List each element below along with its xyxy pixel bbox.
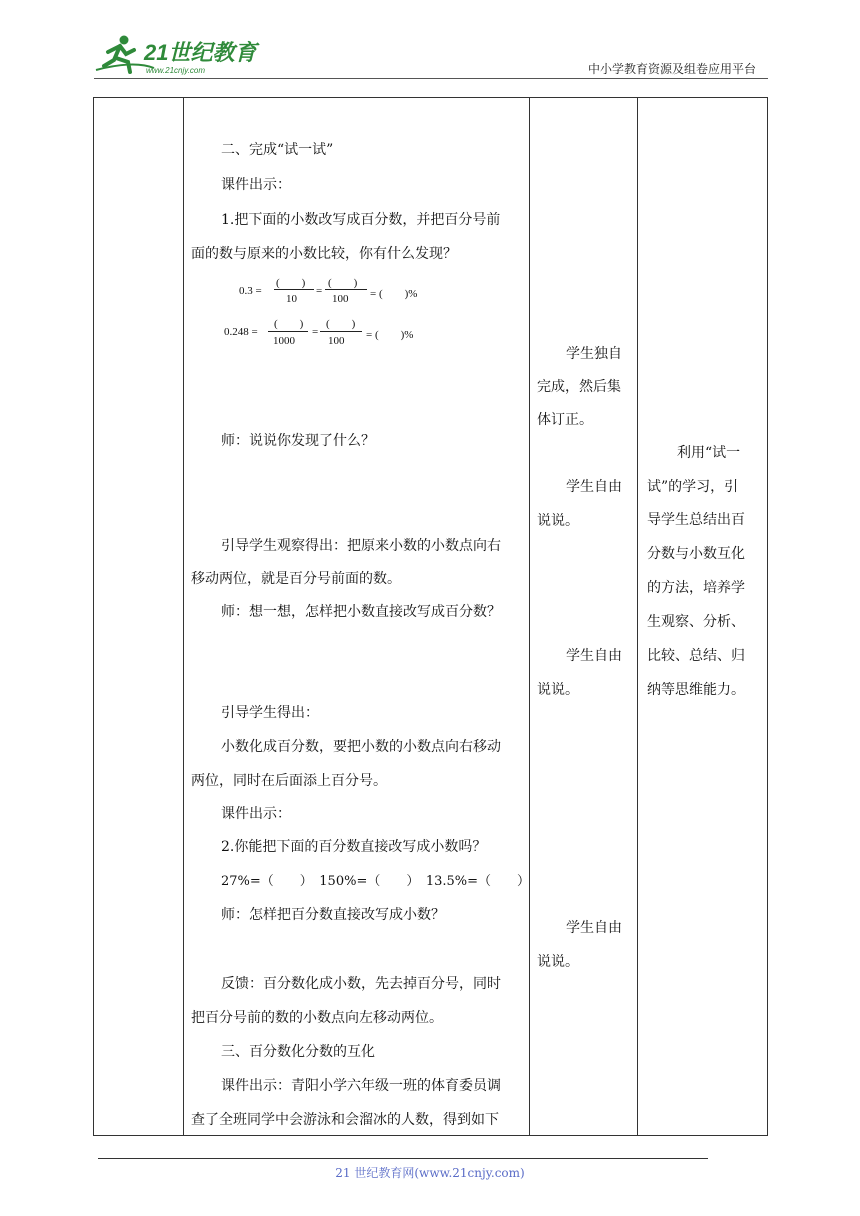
column-2-cell <box>184 98 530 1136</box>
paragraph: 课件出示： <box>221 806 291 822</box>
footer-text: 21 世纪教育网(www.21cnjy.com) <box>335 1166 525 1180</box>
paragraph: 课件出示：青阳小学六年级一班的体育委员调 <box>221 1078 501 1094</box>
logo-text: 21世纪教育 <box>144 40 257 65</box>
paragraph: 把百分号前的数的小数点向左移动两位。 <box>191 1010 443 1026</box>
paragraph: 27%=（ ） 150%=（ ） 13.5%=（ ） <box>221 874 531 889</box>
paragraph: 两位，同时在后面添上百分号。 <box>191 773 387 789</box>
paragraph: 面的数与原来的小数比较，你有什么发现？ <box>191 246 457 262</box>
paragraph: 查了全班同学中会游泳和会溜冰的人数，得到如下 <box>191 1112 499 1128</box>
paragraph: 引导学生得出： <box>221 705 319 721</box>
section-heading: 二、完成“试一试” <box>221 142 334 158</box>
paragraph: 1.把下面的小数改写成百分数，并把百分号前 <box>221 212 501 228</box>
paragraph: 2.你能把下面的百分数直接改写成小数吗？ <box>221 839 487 855</box>
column-3-cell <box>530 98 638 1136</box>
paragraph: 师：说说你发现了什么？ <box>221 433 375 449</box>
column-1-cell <box>94 98 184 1136</box>
header-platform-name: 中小学教育资源及组卷应用平台 <box>587 62 756 76</box>
student-activity: 学生独自 完成，然后集 体订正。 学生自由 说说。 学生自由 说说。 学生自由 说说。 <box>537 346 622 970</box>
paragraph: 课件出示： <box>221 177 291 193</box>
column-4-cell <box>638 98 768 1136</box>
header-divider <box>94 78 768 79</box>
logo-url: www.21cnjy.com <box>146 66 205 75</box>
design-intent: 利用“试一 试”的学习，引 导学生总结出百 分数与小数互化 的方法，培养学 生观察、分析、 比较、总结、归 纳等思维能力。 <box>647 445 745 698</box>
paragraph: 师：怎样把百分数直接改写成小数？ <box>221 907 445 923</box>
paragraph: 师：想一想，怎样把小数直接改写成百分数？ <box>221 604 501 620</box>
paragraph: 移动两位，就是百分号前面的数。 <box>191 571 401 587</box>
table-row <box>94 98 768 1136</box>
teaching-content: 二、完成“试一试” 课件出示： 1.把下面的小数改写成百分数，并把百分号前 面的数与原来的小数比较，你有什么发现？ 0.3 = ( ) 10 = ( ) 100 = ( )% 0.248 = ( ) 1000 = ( ) 100 = ( )% 师：说说你发现了什么？ 引导学生观察得出：把原来小数的小数点向右 移动两位，就是百分号前面的数。 师：想一想，怎样把小数直接改写成百分数？ 引导学生得出： 小数化成百分数，要把小数的小数点向右移动 两位，同时在后面添上百分号。 课件出示： 2.你能把下面的百分数直接改写成小数吗？ 27%=（ ） 150%=（ ） 13.5%=（ ） 师：怎样把百分数直接改写成小数？ 反馈：百分数化成小数，先去掉百分号，同时 把百分号前的数的小数点向左移动两位。 三、百分数化分数的互化 课件出示：青阳小学六年级一班的体育委员调 查了全班同学中会游泳和会溜冰的人数，得到如下 <box>184 98 529 1135</box>
lesson-table <box>93 97 768 1136</box>
paragraph: 反馈：百分数化成小数，先去掉百分号，同时 <box>221 976 501 992</box>
paragraph: 小数化成百分数，要把小数的小数点向右移动 <box>221 739 501 755</box>
section-heading: 三、百分数化分数的互化 <box>221 1044 375 1060</box>
page-header <box>0 0 860 80</box>
logo <box>94 30 274 78</box>
footer-divider <box>98 1158 708 1159</box>
paragraph: 引导学生观察得出：把原来小数的小数点向右 <box>221 538 501 554</box>
